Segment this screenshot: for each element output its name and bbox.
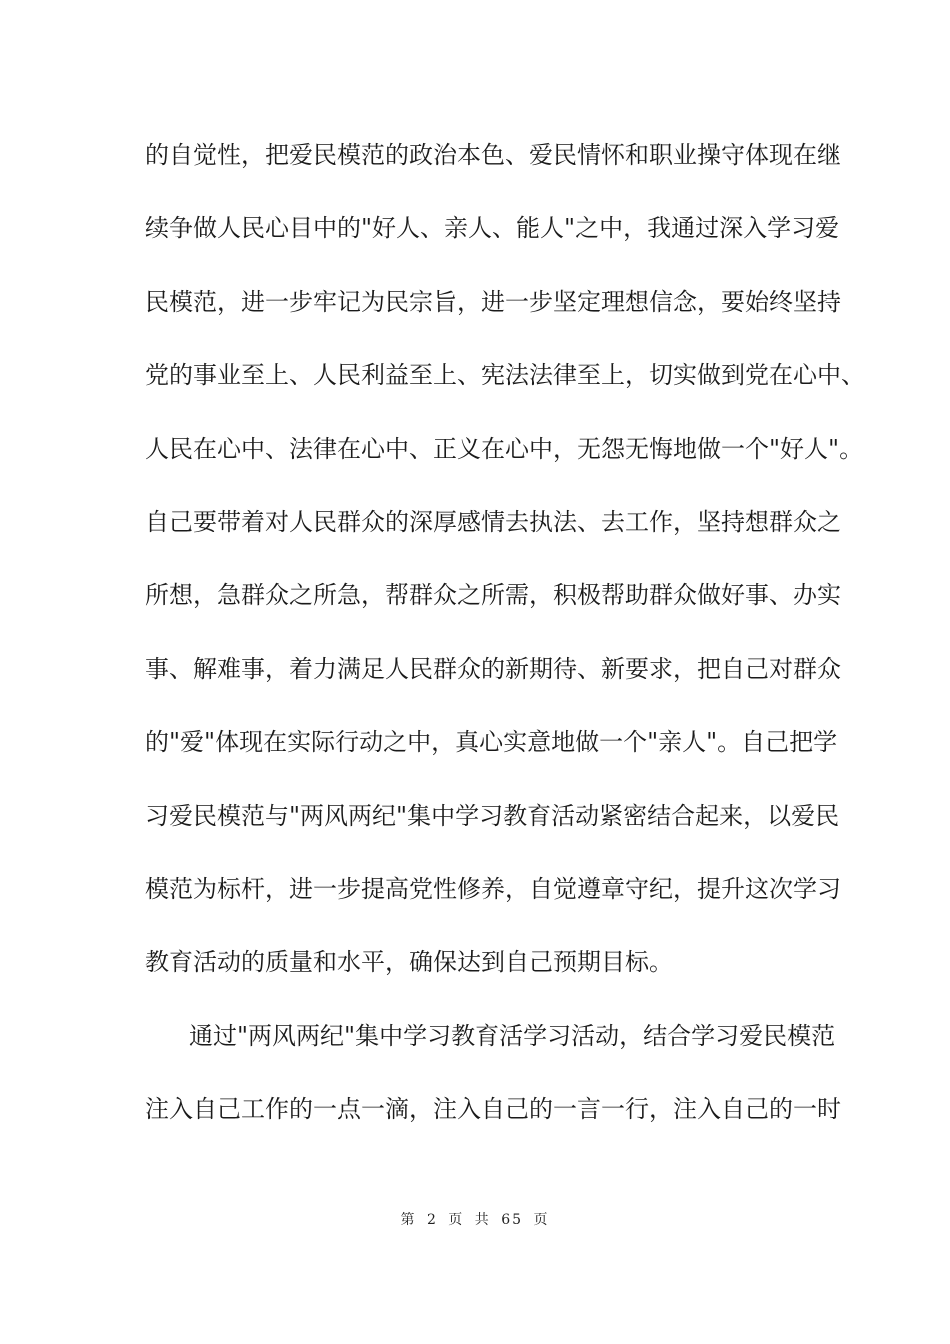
text-line: 教育活动的质量和水平，确保达到自己预期目标。: [145, 948, 673, 977]
text-line: 自己要带着对人民群众的深厚感情去执法、去工作，坚持想群众之: [145, 507, 841, 536]
text-line: 人民在心中、法律在心中、正义在心中，无怨无悔地做一个"好人"。: [145, 434, 864, 463]
text-line: 模范为标杆，进一步提高党性修养，自觉遵章守纪，提升这次学习: [145, 874, 841, 903]
text-line: 民模范，进一步牢记为民宗旨，进一步坚定理想信念，要始终坚持: [145, 287, 841, 316]
page-number-footer: 第 2 页 共 65 页: [400, 1212, 550, 1228]
text-line: 的"爱"体现在实际行动之中，真心实意地做一个"亲人"。自己把学: [145, 728, 838, 757]
text-line: 的自觉性，把爱民模范的政治本色、爱民情怀和职业操守体现在继: [145, 141, 841, 169]
text-line: 习爱民模范与"两风两纪"集中学习教育活动紧密结合起来，以爱民: [145, 801, 840, 830]
body-text: [145, 131, 865, 1158]
text-line: 所想，急群众之所急，帮群众之所需，积极帮助群众做好事、办实: [145, 581, 841, 610]
text-line: 党的事业至上、人民利益至上、宪法法律至上，切实做到党在心中、: [145, 361, 865, 390]
text-line: 注入自己工作的一点一滴，注入自己的一言一行，注入自己的一时: [145, 1095, 841, 1124]
text-line: 续争做人民心目中的"好人、亲人、能人"之中，我通过深入学习爱: [145, 214, 840, 243]
paragraph-start-line: 通过"两风两纪"集中学习教育活学习活动，结合学习爱民模范: [189, 1021, 836, 1050]
text-line: 事、解难事，着力满足人民群众的新期待、新要求，把自己对群众: [145, 654, 841, 683]
